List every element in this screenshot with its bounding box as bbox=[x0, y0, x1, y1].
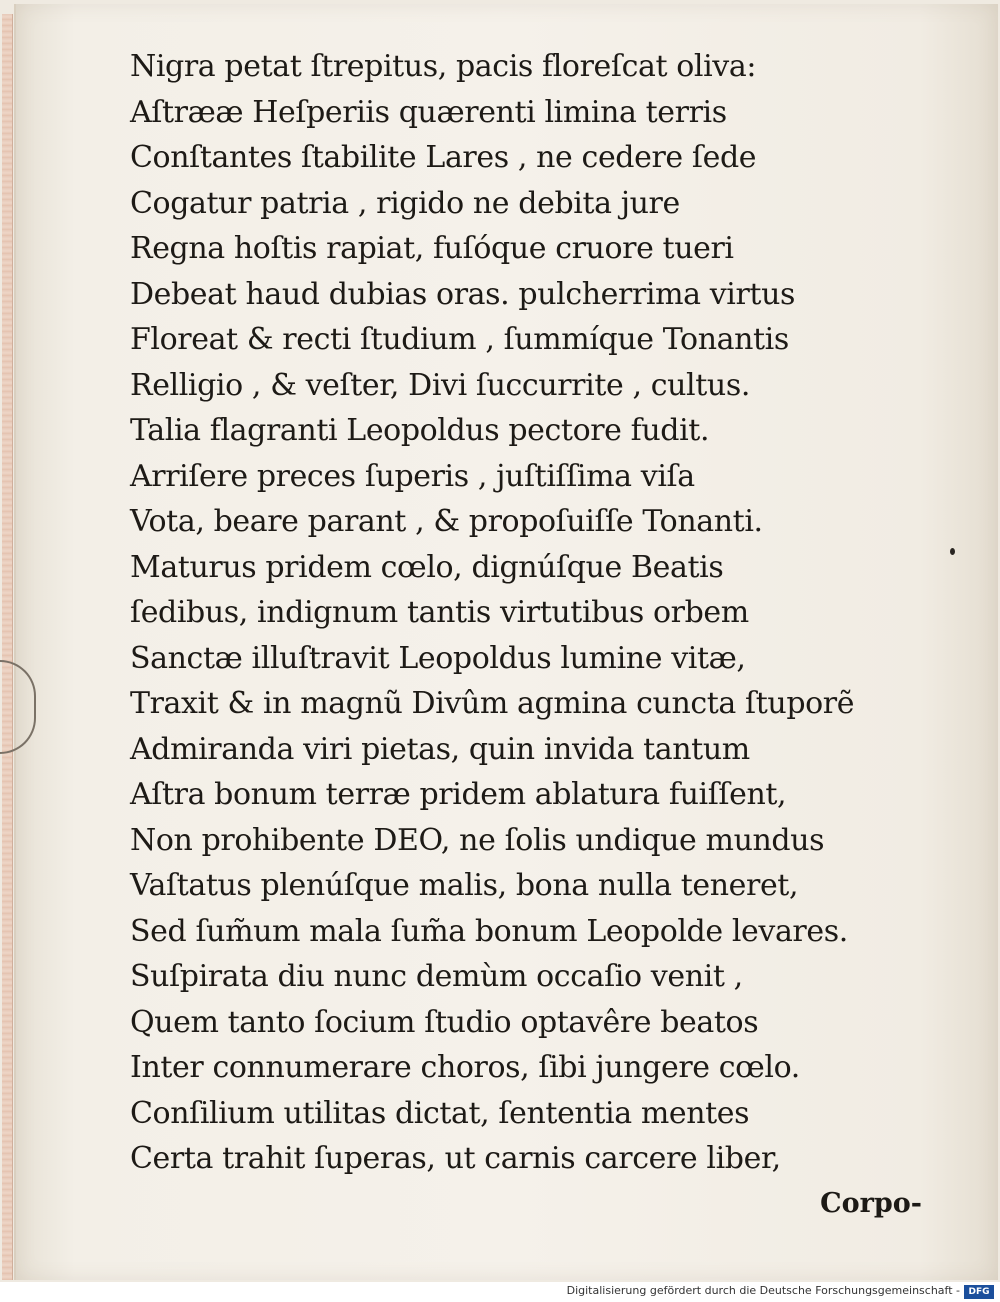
poem-line: Conſtantes ſtabilite Lares , ne cedere ſede bbox=[130, 140, 757, 175]
poem-line: Quem tanto ſocium ſtudio optavêre beatos bbox=[130, 1004, 759, 1040]
footer bbox=[0, 1282, 1000, 1302]
poem-line: Inter connumerare choros, ſibi jungere cœlo. bbox=[130, 1050, 800, 1085]
poem-line: Debeat haud dubias oras. pulcherrima virtus bbox=[130, 276, 796, 312]
poem-line: Aſtrææ Heſperiis quærenti limina terris bbox=[130, 94, 727, 130]
dfg-logo: DFG bbox=[964, 1285, 994, 1299]
poem-line: Admiranda viri pietas, quin invida tantum bbox=[130, 731, 750, 767]
poem-line: Regna hoſtis rapiat, fuſóque cruore tueri bbox=[130, 231, 734, 266]
poem-line: Non prohibente DEO, ne ſolis undique mundus bbox=[130, 822, 825, 858]
poem-line: Cogatur patria , rigido ne debita jure bbox=[130, 185, 680, 221]
poem-line: Aſtra bonum terræ pridem ablatura fuiſſent, bbox=[130, 777, 787, 812]
poem-line: Conſilium utilitas dictat, ſententia mentes bbox=[130, 1095, 750, 1131]
catchword: Corpo- bbox=[820, 1188, 922, 1219]
poem-line: Vaſtatus plenúſque malis, bona nulla teneret, bbox=[130, 868, 799, 903]
poem-line: Traxit & in magnũ Divûm agmina cuncta ſtuporẽ bbox=[130, 686, 855, 721]
poem-line: ſedibus, indignum tantis virtutibus orbem bbox=[130, 595, 749, 630]
poem-text bbox=[130, 44, 930, 1182]
poem-line: Arriſere preces ſuperis , juſtiſſima viſa bbox=[130, 458, 695, 494]
poem-line: Nigra petat ſtrepitus, pacis floreſcat oliva: bbox=[130, 49, 757, 84]
poem-line: Sanctæ illuſtravit Leopoldus lumine vitæ, bbox=[130, 640, 746, 676]
poem-line: Suſpirata diu nunc demùm occaſio venit , bbox=[130, 959, 743, 994]
footer-credit: Digitalisierung gefördert durch die Deutsche Forschungsgemeinschaft - bbox=[566, 1284, 960, 1297]
poem-line: Maturus pridem cœlo, dignúſque Beatis bbox=[130, 549, 724, 585]
poem-line: Vota, beare parant , & propoſuiſſe Tonanti. bbox=[130, 504, 763, 539]
ink-speck bbox=[950, 548, 955, 555]
poem-line: Relligio , & veſter, Divi ſuccurrite , cultus. bbox=[130, 367, 750, 403]
page-edge bbox=[2, 14, 13, 1280]
poem-line: Certa trahit ſuperas, ut carnis carcere liber, bbox=[130, 1141, 781, 1176]
poem-line: Talia flagranti Leopoldus pectore fudit. bbox=[130, 413, 710, 448]
poem-line: Sed ſum̃um mala ſum̃a bonum Leopolde levares. bbox=[130, 913, 848, 949]
poem-line: Floreat & recti ſtudium , ſummíque Tonantis bbox=[130, 322, 789, 357]
